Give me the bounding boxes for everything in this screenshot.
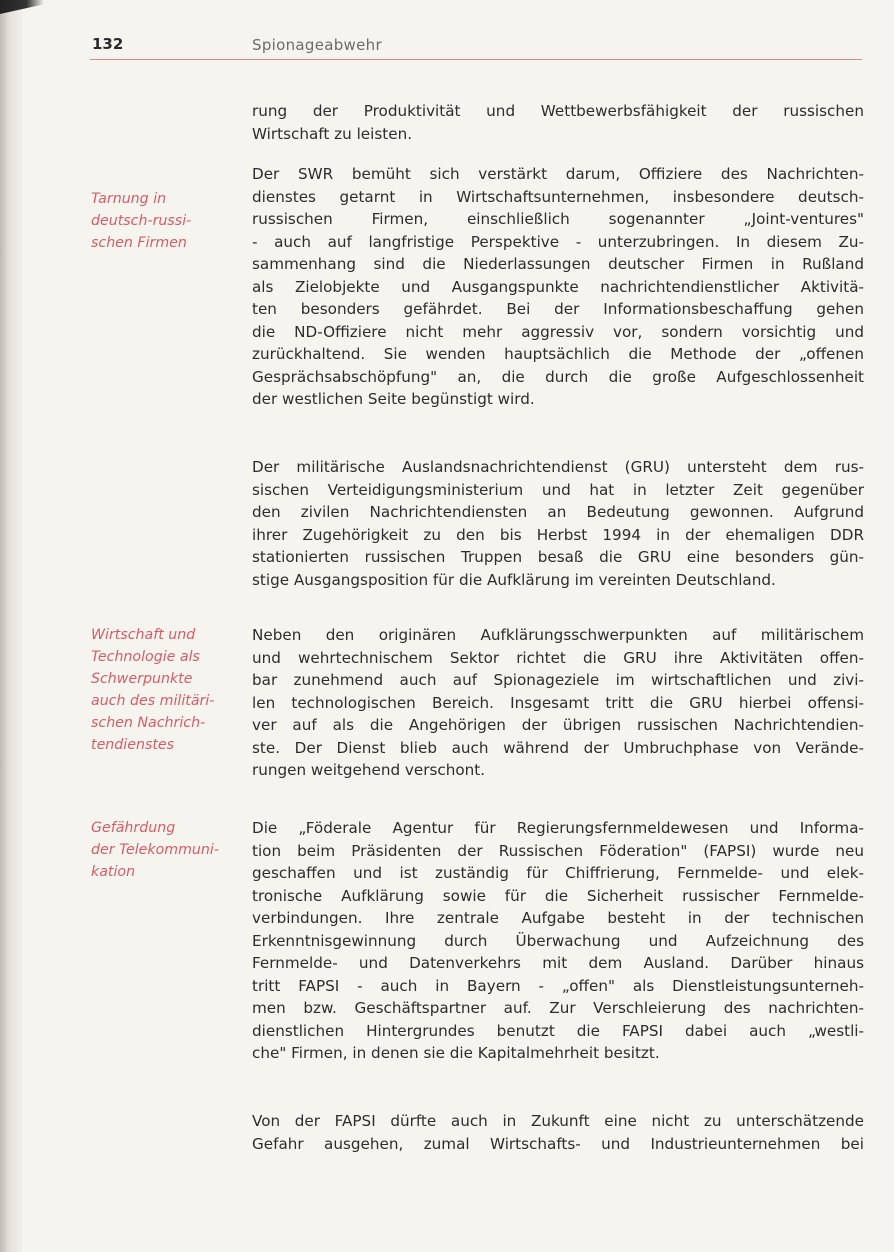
paragraph-fapsi (252, 817, 864, 1065)
margin-note-line: auch des militäri- (91, 693, 215, 709)
margin-note-line: tendienstes (91, 737, 175, 753)
margin-note-wirtschaft (91, 624, 241, 756)
text-line: Fernmelde- und Datenverkehrs mit dem Ausland. Darüber hinaus (252, 954, 864, 972)
text-line: men bzw. Geschäftspartner auf. Zur Verschleierung des nachrichten- (252, 999, 864, 1017)
text-line: geschaffen und ist zuständig für Chiffrierung, Fernmelde- und elek- (252, 864, 864, 882)
margin-note-line: Technologie als (91, 649, 200, 665)
margin-note-telekommunikation (91, 817, 241, 883)
margin-note-line: Wirtschaft und (91, 627, 196, 643)
text-line: Der militärische Auslandsnachrichtendienst (GRU) untersteht dem rus- (252, 458, 864, 476)
paragraph-intro-continuation (252, 100, 864, 145)
text-line: stationierten russischen Truppen besaß die GRU eine besonders gün- (252, 548, 864, 566)
text-line: tritt FAPSI - auch in Bayern - „offen" als Dienstleistungsunterneh- (252, 976, 864, 995)
text-line: tronische Aufklärung sowie für die Sicherheit russischer Fernmelde- (252, 886, 864, 905)
text-line: Der SWR bemüht sich verstärkt darum, Offiziere des Nachrichten- (252, 165, 864, 183)
running-head: Spionageabwehr (252, 36, 382, 54)
page-number: 132 (92, 35, 124, 53)
header-rule (90, 59, 862, 60)
text-line: bar zunehmend auch auf Spionageziele im wirtschaftlichen und zivi- (252, 671, 864, 689)
text-line: Erkenntnisgewinnung durch Überwachung und Aufzeichnung des (252, 931, 864, 950)
text-line: sischen Verteidigungsministerium und hat in letzter Zeit gegenüber (252, 480, 864, 499)
text-line: ihrer Zugehörigkeit zu den bis Herbst 1994 in der ehemaligen DDR (252, 525, 864, 544)
margin-note-line: Tarnung in (91, 191, 167, 207)
paragraph-gru-schwerpunkte (252, 624, 864, 782)
margin-note-tarnung (91, 188, 241, 254)
text-line: zurückhaltend. Sie wenden hauptsächlich die Methode der „offenen (252, 345, 864, 363)
text-line: und wehrtechnischem Sektor richtet die GRU ihre Aktivitäten offen- (252, 648, 864, 667)
text-line: Von der FAPSI dürfte auch in Zukunft eine nicht zu unterschätzende (252, 1112, 864, 1130)
text-line: Gefahr ausgehen, zumal Wirtschafts- und Industrieunternehmen bei (252, 1134, 864, 1153)
text-line: ten besonders gefährdet. Bei der Informationsbeschaffung gehen (252, 300, 864, 318)
text-line: tion beim Präsidenten der Russischen Föderation" (FAPSI) wurde neu (252, 841, 864, 860)
text-line: die ND-Offiziere nicht mehr aggressiv vor, sondern vorsichtig und (252, 322, 864, 341)
text-line: len technologischen Bereich. Insgesamt tritt die GRU hierbei offensi- (252, 693, 864, 712)
text-line: den zivilen Nachrichtendiensten an Bedeutung gewonnen. Aufgrund (252, 503, 864, 521)
text-line: Gesprächsabschöpfung" an, die durch die große Aufgeschlossenheit (252, 367, 864, 386)
text-line: Wirtschaft zu leisten. (252, 124, 413, 143)
text-line: als Zielobjekte und Ausgangspunkte nachrichtendienstlicher Aktivitä- (252, 277, 864, 296)
binding-shadow (0, 0, 22, 1252)
text-line: verbindungen. Ihre zentrale Aufgabe besteht in der technischen (252, 909, 864, 927)
page-corner-mark (0, 0, 44, 14)
paragraph-swr (252, 163, 864, 411)
margin-note-line: deutsch-russi- (91, 213, 192, 229)
text-line: stige Ausgangsposition für die Aufklärung im vereinten Deutschland. (252, 570, 776, 589)
margin-note-line: schen Firmen (91, 235, 187, 251)
text-line: che" Firmen, in denen sie die Kapitalmehrheit besitzt. (252, 1044, 660, 1062)
text-line: russischen Firmen, einschließlich sogenannter „Joint-ventures" (252, 210, 864, 228)
text-line: der westlichen Seite begünstigt wird. (252, 390, 535, 408)
margin-note-line: schen Nachrich- (91, 715, 206, 731)
text-line: rung der Produktivität und Wettbewerbsfähigkeit der russischen (252, 102, 864, 120)
margin-note-line: Gefährdung (91, 820, 176, 836)
margin-note-line: der Telekommuni- (91, 842, 219, 858)
text-line: sammenhang sind die Niederlassungen deutscher Firmen in Rußland (252, 255, 864, 273)
text-line: rungen weitgehend verschont. (252, 761, 486, 779)
margin-note-line: Schwerpunkte (91, 671, 193, 687)
text-line: ver auf als die Angehörigen der übrigen russischen Nachrichtendien- (252, 716, 864, 734)
text-line: - auch auf langfristige Perspektive - unterzubringen. In diesem Zu- (252, 232, 864, 251)
text-line: ste. Der Dienst blieb auch während der Umbruchphase von Verände- (252, 738, 864, 757)
margin-note-line: kation (91, 864, 136, 880)
text-line: Die „Föderale Agentur für Regierungsfernmeldewesen und Informa- (252, 819, 864, 837)
paragraph-fapsi-zukunft (252, 1110, 864, 1155)
text-line: dienstlichen Hintergrundes benutzt die FAPSI dabei auch „westli- (252, 1021, 864, 1040)
paragraph-gru (252, 456, 864, 591)
text-line: dienstes getarnt in Wirtschaftsunternehmen, insbesondere deutsch- (252, 187, 864, 206)
text-line: Neben den originären Aufklärungsschwerpunkten auf militärischem (252, 626, 864, 644)
